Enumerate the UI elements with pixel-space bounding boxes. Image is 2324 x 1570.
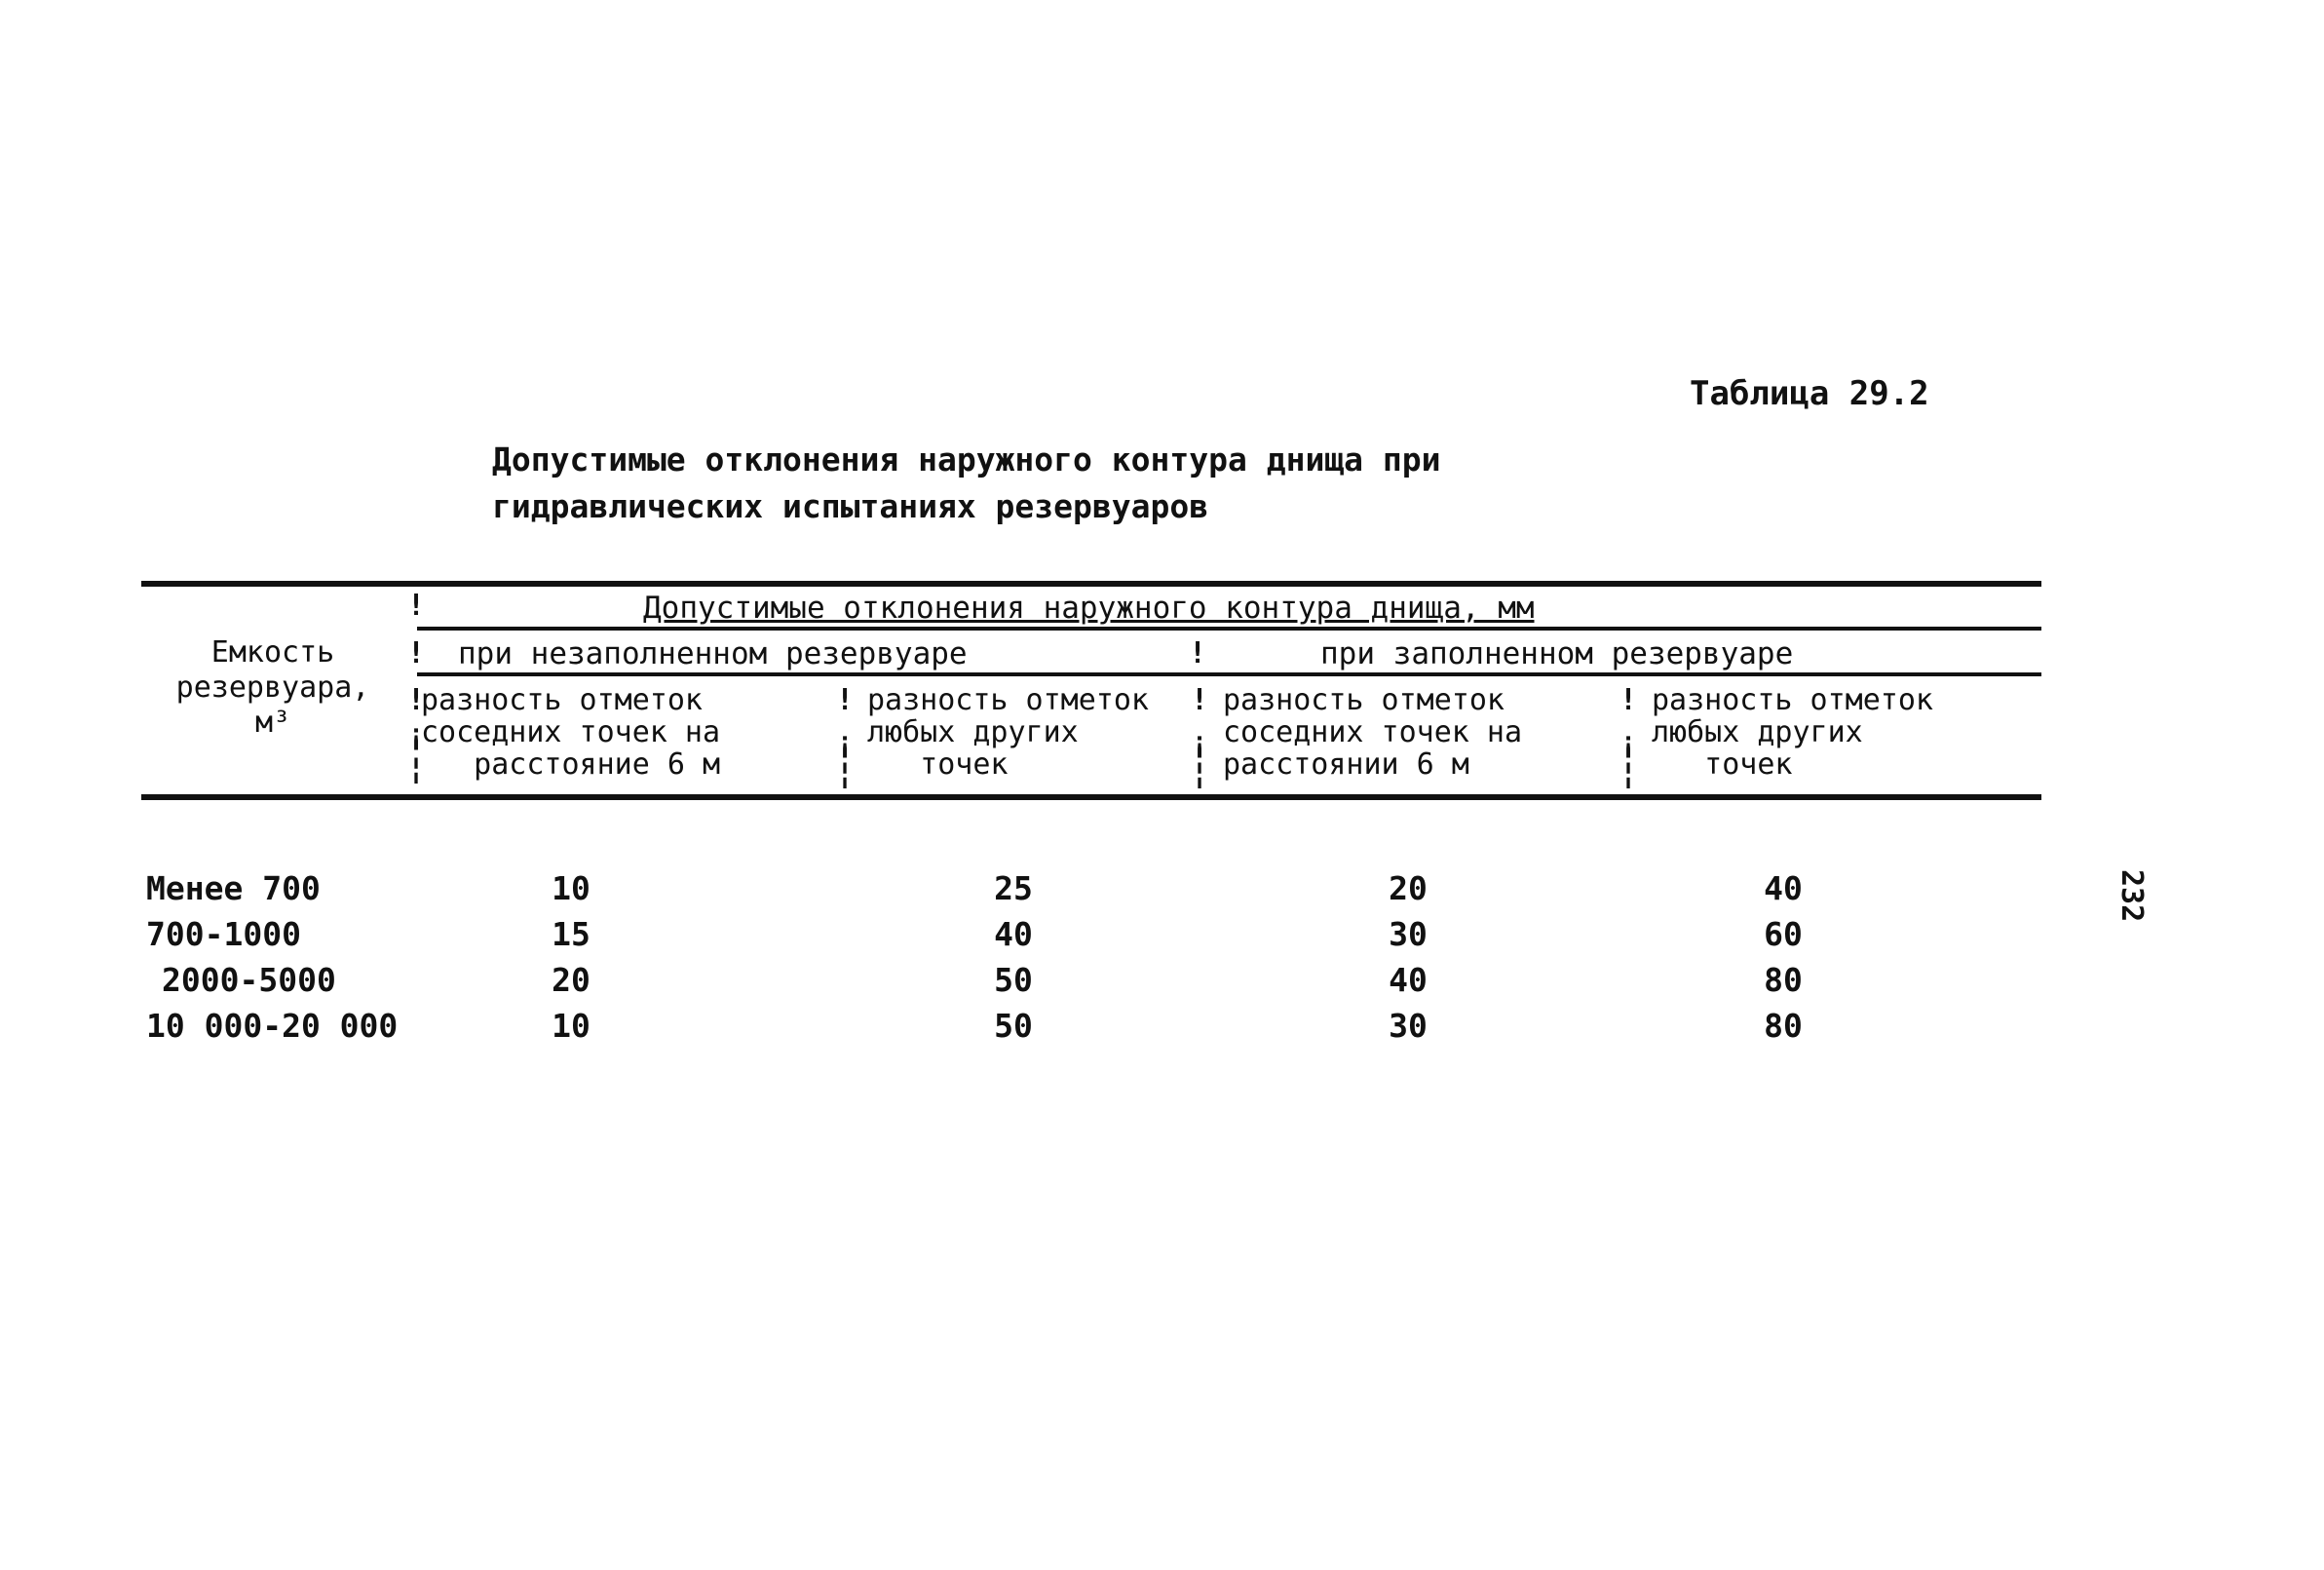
subheader-unfilled-any: разность отметок любых других точек: [867, 683, 1149, 782]
column-separator: !: [1191, 683, 1209, 717]
subheader-filled-adjacent: разность отметок соседних точек на расстоянии 6 м: [1223, 683, 1523, 782]
column-separator: ¦: [1191, 757, 1209, 791]
value-cell: 15: [552, 915, 591, 953]
group-header-unfilled: при незаполненном резервуаре: [458, 636, 968, 671]
value-cell: 25: [994, 869, 1033, 907]
subheader-unfilled-adjacent: разность отметок соседних точек на расстояние 6 м: [421, 683, 721, 782]
value-cell: 10: [552, 869, 591, 907]
value-cell: 30: [1389, 1007, 1428, 1045]
column-separator: !: [1619, 683, 1638, 717]
column-separator: !: [1189, 636, 1207, 670]
value-cell: 30: [1389, 915, 1428, 953]
column-separator: ¡: [1191, 726, 1209, 760]
deviation-span-header: Допустимые отклонения наружного контура днища, мм: [643, 591, 1535, 626]
column-separator: ¡: [1619, 726, 1638, 760]
capacity-cell: 2000-5000: [162, 961, 336, 999]
group-header-rule: [417, 672, 2041, 676]
capacity-cell: 10 000-20 000: [146, 1007, 399, 1045]
capacity-cell: 700-1000: [146, 915, 301, 953]
value-cell: 50: [994, 961, 1033, 999]
capacity-column-header: Емкость резервуара, м³: [175, 635, 370, 740]
value-cell: 60: [1764, 915, 1803, 953]
value-cell: 20: [1389, 869, 1428, 907]
value-cell: 80: [1764, 1007, 1803, 1045]
group-header-filled: при заполненном резервуаре: [1320, 636, 1794, 671]
value-cell: 40: [1764, 869, 1803, 907]
value-cell: 40: [1389, 961, 1428, 999]
column-separator: ¦: [1619, 757, 1638, 791]
value-cell: 20: [552, 961, 591, 999]
table-label: Таблица 29.2: [1690, 374, 1929, 413]
column-separator: ¡: [407, 718, 426, 752]
value-cell: 40: [994, 915, 1033, 953]
page-number: 232: [2114, 869, 2149, 923]
subheader-filled-any: разность отметок любых других точек: [1652, 683, 1933, 782]
column-separator: ¡: [836, 726, 855, 760]
capacity-cell: Менее 700: [146, 869, 321, 907]
column-separator: !: [407, 683, 426, 717]
table-top-rule: [141, 581, 2041, 587]
column-separator: !: [836, 683, 855, 717]
value-cell: 80: [1764, 961, 1803, 999]
table-caption-line-2: гидравлических испытаниях резервуаров: [492, 487, 1209, 525]
column-separator: ¦: [407, 752, 426, 786]
value-cell: 50: [994, 1007, 1033, 1045]
column-separator: !: [407, 636, 426, 670]
header-bottom-rule: [141, 794, 2041, 800]
column-separator: ¦: [836, 757, 855, 791]
value-cell: 10: [552, 1007, 591, 1045]
span-header-rule: [417, 627, 2041, 631]
table-caption-line-1: Допустимые отклонения наружного контура днища при: [492, 440, 1441, 479]
column-separator: !: [407, 589, 426, 623]
